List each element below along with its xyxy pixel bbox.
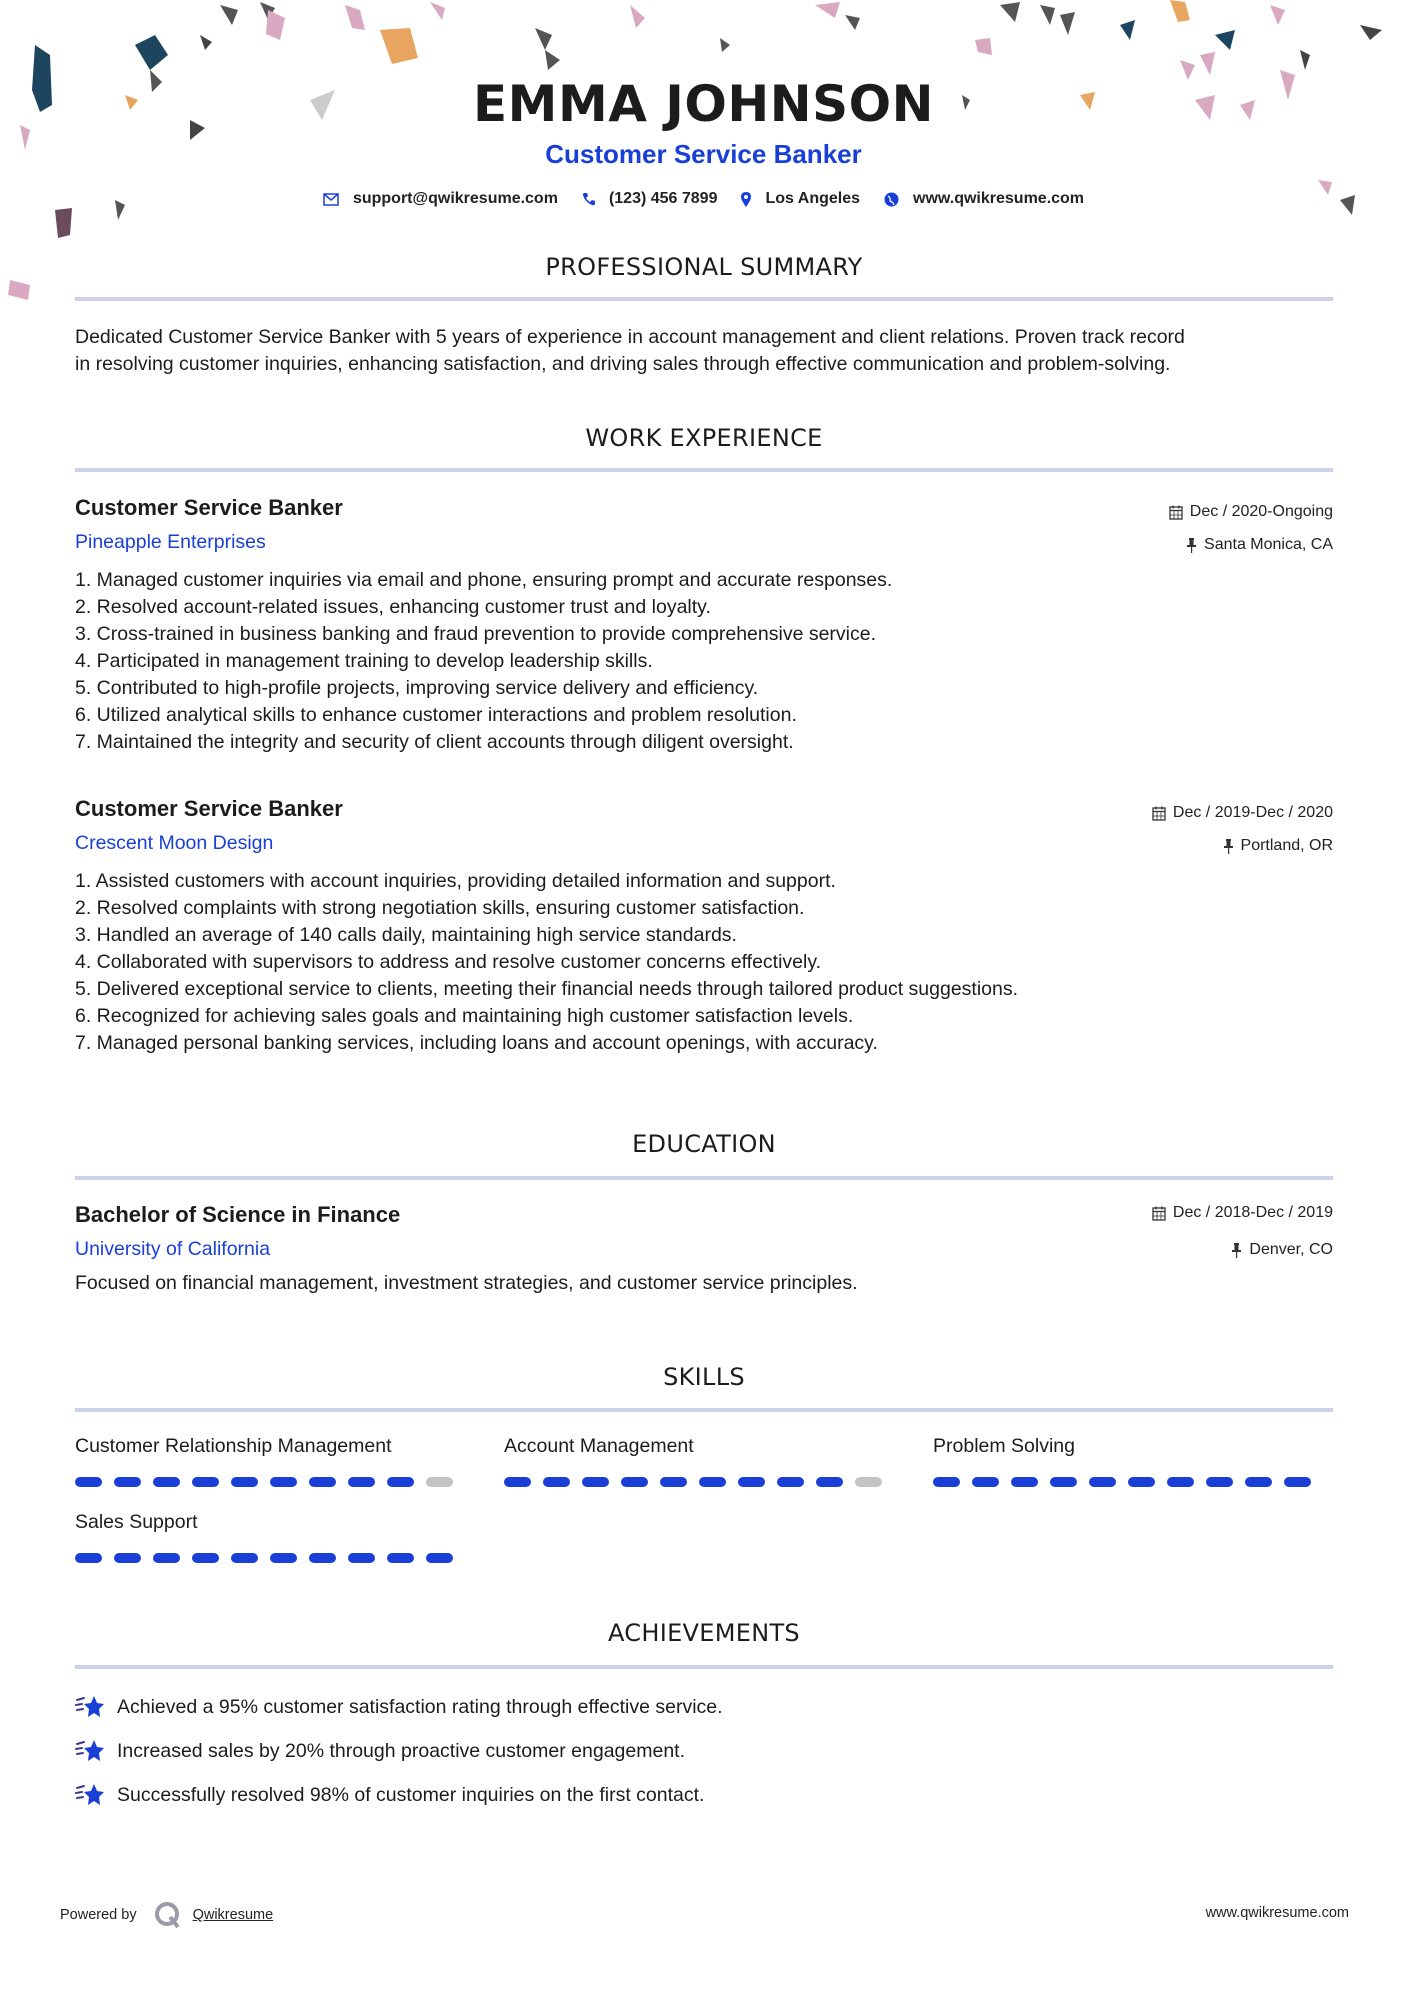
rating-dot-filled [192, 1477, 219, 1487]
contact-email[interactable] [323, 190, 558, 208]
job-dates [1152, 804, 1333, 822]
education-dates [1152, 1204, 1333, 1222]
summary-line: Dedicated Customer Service Banker with 5 years of experience in account management and client relations. Proven track record [75, 326, 1185, 348]
section-divider [75, 1665, 1333, 1669]
rating-dot-filled [1245, 1477, 1272, 1487]
skill-rating [504, 1477, 884, 1487]
list-item: 3. Cross-trained in business banking and fraud prevention to provide comprehensive service. [75, 623, 877, 645]
phone-text: (123) 456 7899 [608, 190, 718, 207]
rating-dot-filled [114, 1553, 141, 1563]
map-pin-icon [741, 192, 751, 207]
skill-rating [75, 1477, 455, 1487]
list-item: 2. Resolved account-related issues, enhancing customer trust and loyalty. [75, 596, 711, 618]
section-divider [75, 468, 1333, 472]
skill-name: Sales Support [75, 1511, 198, 1533]
rating-dot-filled [348, 1553, 375, 1563]
section-divider [75, 1176, 1333, 1180]
skill-item [504, 1433, 884, 1487]
list-item: 4. Collaborated with supervisors to address and resolve customer concerns effectively. [75, 951, 822, 973]
company-name: Crescent Moon Design [75, 832, 274, 854]
skill-name: Customer Relationship Management [75, 1435, 392, 1457]
rating-dot-filled [75, 1553, 102, 1563]
rating-dot-filled [309, 1553, 336, 1563]
skill-item [933, 1433, 1313, 1487]
job-location [1223, 837, 1333, 855]
rating-dot-filled [699, 1477, 726, 1487]
skill-name: Problem Solving [933, 1435, 1075, 1457]
section-divider [75, 1408, 1333, 1412]
summary-text [75, 324, 1345, 378]
rating-dot-filled [270, 1477, 297, 1487]
section-divider [75, 297, 1333, 301]
job-title: Customer Service Banker [75, 796, 343, 821]
rating-dot-filled [348, 1477, 375, 1487]
rating-dot-filled [777, 1477, 804, 1487]
education-entry [75, 1200, 1333, 1296]
skill-item [75, 1433, 455, 1487]
rating-dot-filled [1011, 1477, 1038, 1487]
rating-dot-filled [387, 1553, 414, 1563]
degree-title: Bachelor of Science in Finance [75, 1202, 401, 1227]
list-item: 7. Maintained the integrity and security of client accounts through diligent oversight. [75, 731, 794, 753]
rating-dot-filled [192, 1553, 219, 1563]
shooting-star-icon [75, 1694, 107, 1720]
contact-bar [0, 190, 1407, 208]
footer-website-link[interactable]: www.qwikresume.com [1205, 1905, 1349, 1921]
job-title: Customer Service Banker [75, 495, 343, 520]
list-item: 1. Assisted customers with account inquiries, providing detailed information and support. [75, 870, 836, 892]
rating-dot-filled [309, 1477, 336, 1487]
contact-phone[interactable] [582, 190, 718, 208]
rating-dot-filled [153, 1477, 180, 1487]
rating-dot-filled [75, 1477, 102, 1487]
company-name: Pineapple Enterprises [75, 531, 266, 553]
school-name: University of California [75, 1238, 271, 1260]
dates-text: Dec / 2020-Ongoing [1189, 503, 1333, 520]
achievement-text: Increased sales by 20% through proactive customer engagement. [117, 1739, 685, 1762]
list-item: 3. Handled an average of 140 calls daily, maintaining high service standards. [75, 924, 737, 946]
list-item: 5. Delivered exceptional service to clients, meeting their financial needs through tailored product suggestions. [75, 978, 1019, 1000]
rating-dot-filled [114, 1477, 141, 1487]
phone-icon [582, 192, 595, 206]
rating-dot-empty [855, 1477, 882, 1487]
section-title-education: EDUCATION [632, 1130, 776, 1158]
achievement-item [75, 1738, 685, 1764]
rating-dot-filled [933, 1477, 960, 1487]
list-item: 5. Contributed to high-profile projects, improving service delivery and efficiency. [75, 677, 759, 699]
rating-dot-filled [1167, 1477, 1194, 1487]
location-text: Portland, OR [1240, 837, 1333, 854]
list-item: 6. Recognized for achieving sales goals and maintaining high customer satisfaction levels. [75, 1005, 854, 1027]
email-text: support@qwikresume.com [352, 190, 558, 207]
section-title-achievements: ACHIEVEMENTS [608, 1619, 800, 1647]
candidate-title: Customer Service Banker [545, 139, 862, 169]
footer-powered-by [60, 1900, 273, 1930]
list-item: 2. Resolved complaints with strong negotiation skills, ensuring customer satisfaction. [75, 897, 805, 919]
dates-text: Dec / 2018-Dec / 2019 [1172, 1204, 1333, 1221]
candidate-name: EMMA JOHNSON [473, 75, 934, 133]
contact-location [741, 190, 860, 208]
shooting-star-icon [75, 1782, 107, 1808]
education-description: Focused on financial management, investment strategies, and customer service principles. [75, 1272, 858, 1294]
experience-entry [75, 794, 1333, 1057]
rating-dot-filled [1128, 1477, 1155, 1487]
rating-dot-filled [231, 1553, 258, 1563]
section-title-summary: PROFESSIONAL SUMMARY [545, 253, 863, 281]
rating-dot-filled [972, 1477, 999, 1487]
location-text: Santa Monica, CA [1204, 536, 1333, 553]
education-location [1231, 1241, 1333, 1259]
globe-icon [884, 192, 899, 207]
calendar-icon [1152, 806, 1166, 821]
achievement-text: Successfully resolved 98% of customer inquiries on the first contact. [117, 1783, 705, 1806]
shooting-star-icon [75, 1738, 107, 1764]
location-text: Denver, CO [1249, 1241, 1333, 1258]
section-title-experience: WORK EXPERIENCE [585, 424, 823, 452]
rating-dot-filled [621, 1477, 648, 1487]
summary-line: in resolving customer inquiries, enhancing satisfaction, and driving sales through effective communication and problem-solving. [75, 353, 1171, 375]
list-item: 4. Participated in management training to develop leadership skills. [75, 650, 653, 672]
achievement-item [75, 1782, 704, 1808]
rating-dot-filled [387, 1477, 414, 1487]
contact-website[interactable] [884, 190, 1084, 208]
section-title-skills: SKILLS [663, 1363, 745, 1391]
list-item: 6. Utilized analytical skills to enhance customer interactions and problem resolution. [75, 704, 797, 726]
dates-text: Dec / 2019-Dec / 2020 [1172, 804, 1333, 821]
calendar-icon [1152, 1206, 1166, 1221]
rating-dot-filled [816, 1477, 843, 1487]
pushpin-icon [1186, 538, 1197, 553]
calendar-icon [1169, 505, 1183, 520]
achievement-item [75, 1694, 723, 1720]
rating-dot-filled [1284, 1477, 1311, 1487]
list-item: 7. Managed personal banking services, including loans and account openings, with accuracy. [75, 1032, 878, 1054]
rating-dot-filled [1206, 1477, 1233, 1487]
list-item: 1. Managed customer inquiries via email and phone, ensuring prompt and accurate responses. [75, 569, 893, 591]
pushpin-icon [1223, 839, 1234, 854]
location-text: Los Angeles [765, 190, 861, 207]
rating-dot-filled [543, 1477, 570, 1487]
envelope-icon [323, 193, 339, 206]
rating-dot-filled [504, 1477, 531, 1487]
powered-by-label: Powered by [60, 1907, 137, 1923]
job-dates [1169, 503, 1333, 521]
resume-header [0, 72, 1407, 208]
rating-dot-filled [426, 1553, 453, 1563]
skill-rating [933, 1477, 1313, 1487]
qwikresume-link[interactable]: Qwikresume [192, 1907, 274, 1923]
rating-dot-filled [1050, 1477, 1077, 1487]
rating-dot-filled [582, 1477, 609, 1487]
job-location [1186, 536, 1333, 554]
achievement-text: Achieved a 95% customer satisfaction rating through effective service. [117, 1695, 723, 1718]
rating-dot-filled [231, 1477, 258, 1487]
responsibilities-list [75, 567, 1333, 756]
qwikresume-logo-icon [153, 1900, 183, 1930]
pushpin-icon [1231, 1243, 1242, 1258]
skill-item [75, 1509, 455, 1563]
rating-dot-filled [153, 1553, 180, 1563]
skill-name: Account Management [504, 1435, 694, 1457]
rating-dot-filled [1089, 1477, 1116, 1487]
responsibilities-list [75, 868, 1333, 1057]
rating-dot-filled [270, 1553, 297, 1563]
skill-rating [75, 1553, 455, 1563]
website-text: www.qwikresume.com [913, 190, 1085, 207]
rating-dot-filled [660, 1477, 687, 1487]
experience-entry [75, 493, 1333, 756]
rating-dot-filled [738, 1477, 765, 1487]
rating-dot-empty [426, 1477, 453, 1487]
